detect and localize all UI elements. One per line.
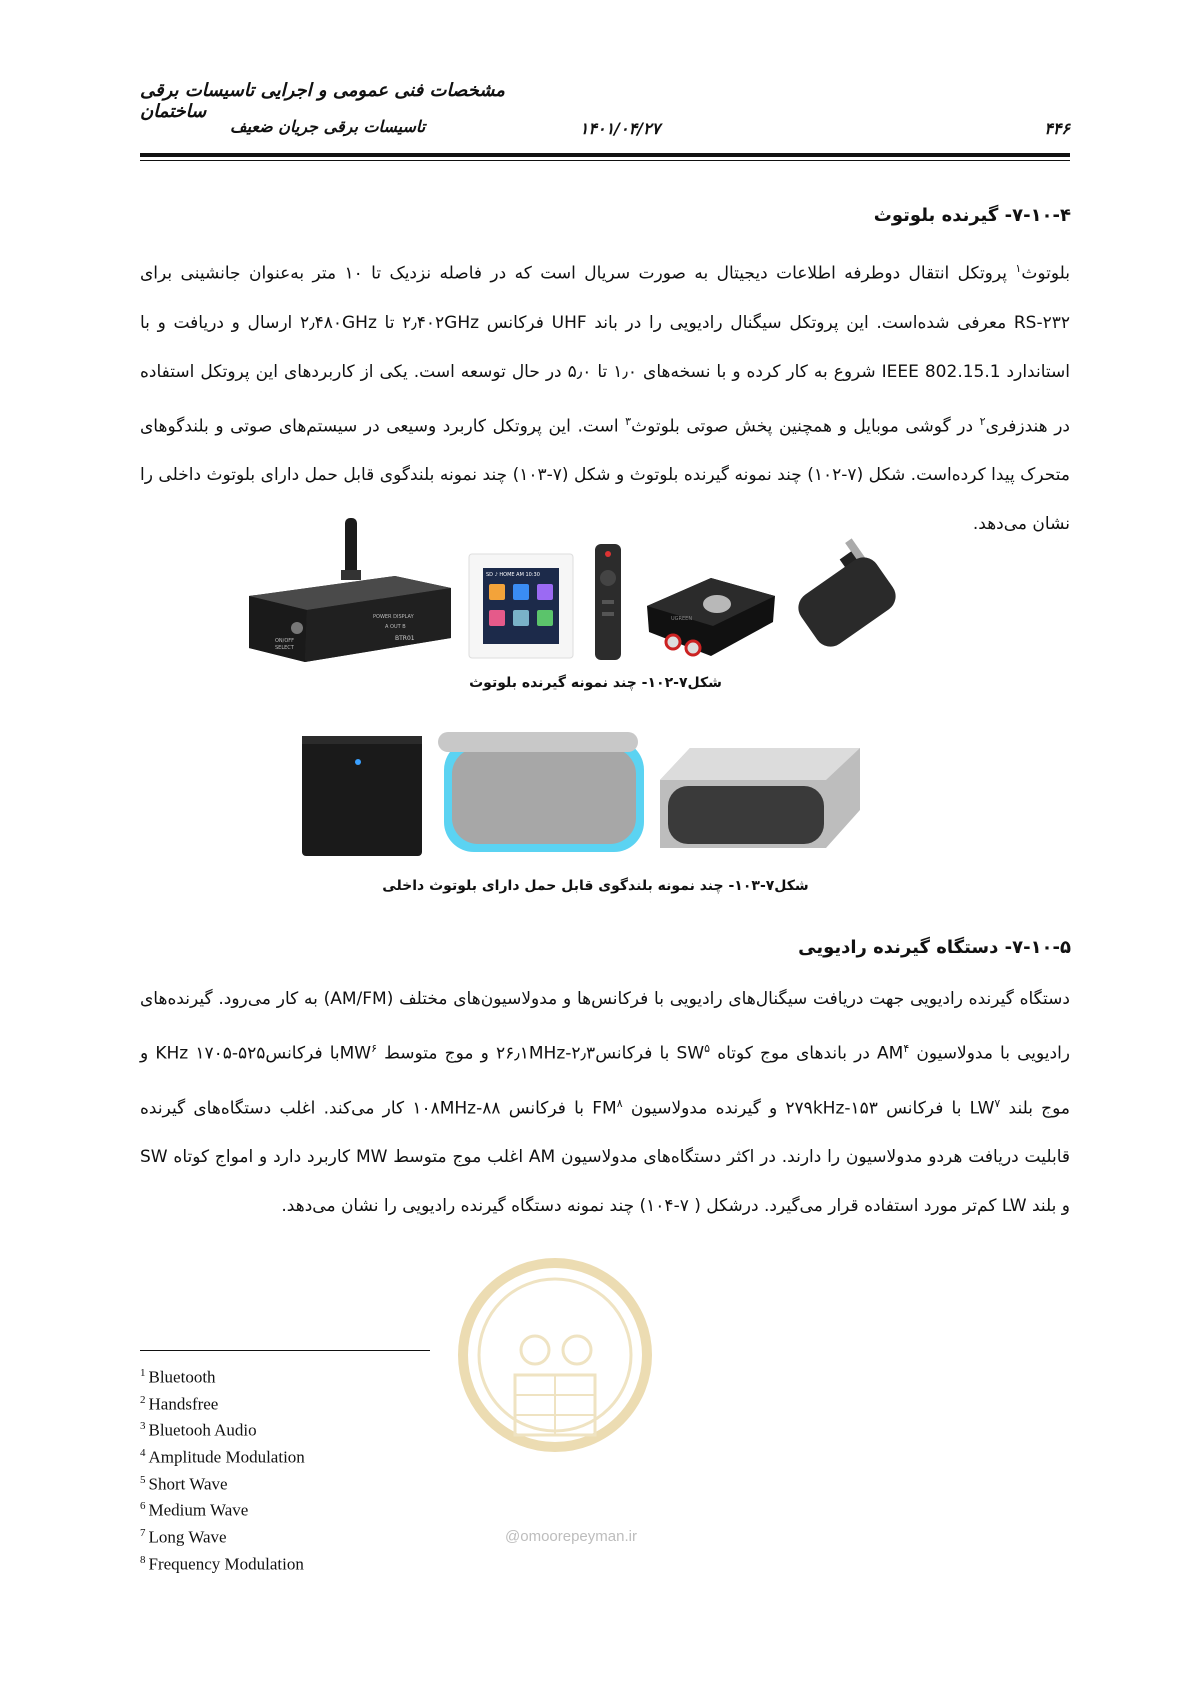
footnote-item: $^3$ Bluetooh Audio	[140, 1420, 257, 1440]
header-rule-thick	[140, 153, 1070, 157]
footnote-item: $^2$ Handsfree	[140, 1393, 219, 1414]
amp-model-label: BTR01	[395, 635, 415, 642]
radio-paragraph: دستگاه گیرنده رادیویی جهت دریافت سیگنال‌های رادیویی با فرکانس‌ها و مدولاسیون‌های مختلف (AM/FM) به کار می‌رود. گیرنده‌های رادیویی با مدولاسیون $AM^۴$ در باندهای موج کوتاه $SW^۵$ با فرکانس۲٫۳-۲۶٫۱MHz و موج متوسط $MW^۶با$ فرکانس۵۲۵-۱۷۰۵ KHz و موج بلند $LW^۷$ با فرکانس ۱۵۳-۲۷۹kHz و گیرنده مدولاسیون $FM^۸$ با فرکانس ۸۸-۱۰۸MHz کار می‌کند. اغلب دستگاه‌های گیرنده قابلیت دریافت هردو مدولاسیون را دارند. در اکثر دستگاه‌های مدولاسیون AM اغلب موج متوسط MW کاربرد دارد و امواج کوتاه SW و بلند LW کم‌تر مورد استفاده قرار می‌گیرد. درشکل ( ۷-۱۰۴) چند نمونه دستگاه گیرنده رادیویی را نشان می‌دهد.	[140, 989, 1071, 1217]
footnote-marker: ۴	[903, 1042, 910, 1055]
footnote-marker: ۸	[616, 1096, 623, 1110]
bluetooth-amplifier-image	[245, 518, 455, 664]
led-ring-speaker-image	[430, 730, 650, 860]
silver-soundbar-speaker-image	[650, 740, 870, 860]
footnote-item: $^7$ Long Wave	[140, 1526, 227, 1547]
amp-power-display-label: POWER DISPLAY	[373, 614, 414, 620]
footnote-item: $^8$ Frequency Modulation	[140, 1553, 304, 1574]
bluetooth-puck-receiver-image	[641, 544, 781, 664]
amp-select-label: SELECT	[275, 645, 294, 651]
section-title: تاسیسات برقی جریان ضعیف	[230, 117, 426, 136]
header-rule-thin	[140, 160, 1070, 161]
footnote-marker: ۶	[371, 1042, 378, 1055]
amp-onoff-label: ON/OFF	[275, 638, 295, 644]
bluetooth-aux-receiver-image	[781, 518, 901, 664]
watermark-seal-image	[455, 1255, 655, 1500]
book-title: مشخصات فنی عمومی و اجرایی تاسیسات برقی ساختمان	[140, 80, 505, 122]
footnote-item: $^1$ Bluetooth	[140, 1367, 216, 1387]
figure-102-caption: شکل۷-۱۰۲- چند نمونه گیرنده بلوتوث	[469, 675, 722, 691]
footnote-marker: ۲	[979, 414, 986, 428]
watermark-url: @omoorepeyman.ir	[505, 1528, 637, 1545]
footnote-marker: ۵	[704, 1042, 711, 1055]
footnote-marker: ۳	[625, 414, 632, 428]
panel-status-label: SD ♪ HOME AM 10:30	[486, 572, 540, 578]
black-cube-speaker-image	[300, 732, 430, 860]
bluetooth-paragraph: بلوتوث$^۱$ پروتکل انتقال دوطرفه اطلاعات دیجیتال به صورت سریال است که در فاصله نزدیک تا ۱۰ متر به‌عنوان جانشینی برای RS-۲۳۲ معرفی شده‌است. این پروتکل سیگنال رادیویی را در باند UHF فرکانس ۲٫۴۰۲GHz تا ۲٫۴۸۰GHz ارسال و دریافت و با استاندارد IEEE 802.15.1 شروع به کار کرده و با نسخه‌های ۱٫۰ تا ۵٫۰ در حال توسعه است. یکی از کاربردهای این پروتکل استفاده در هندزفری$^۲$ در گوشی موبایل و همچنین پخش صوتی بلوتوث$^۳$ است. این پروتکل کاربرد وسیعی در سیستم‌های صوتی و بلندگوهای متحرک پیدا کرده‌است. شکل (۷-۱۰۲) چند نمونه گیرنده بلوتوث و شکل (۷-۱۰۳) چند نمونه بلندگوی قابل حمل دارای بلوتوث داخلی را نشان می‌دهد.	[140, 262, 1070, 535]
footnote-item: $^5$ Short Wave	[140, 1473, 228, 1494]
bluetooth-heading: ۷-۱۰-۴- گیرنده بلوتوث	[873, 205, 1071, 226]
remote-control-image	[587, 534, 627, 664]
footnote-rule	[140, 1350, 430, 1351]
footnote-item: $^4$ Amplitude Modulation	[140, 1446, 305, 1467]
footnote-item: $^6$ Medium Wave	[140, 1500, 249, 1520]
footnote-list	[140, 1362, 305, 1575]
footnote-marker: ۷	[994, 1096, 1001, 1110]
puck-brand-label: UGREEN	[671, 616, 693, 622]
figure-103-images	[300, 730, 910, 860]
figure-103-caption: شکل۷-۱۰۳- چند نمونه بلندگوی قابل حمل دارای بلوتوث داخلی	[382, 878, 809, 894]
header-date: ۱۴۰۱/۰۴/۲۷	[579, 119, 661, 138]
footnote-marker: ۱	[1015, 262, 1022, 275]
figure-102-images	[245, 518, 980, 664]
amp-aout-label: A OUT B	[385, 624, 406, 630]
wall-panel-image	[467, 544, 587, 664]
radio-heading: ۷-۱۰-۵- دستگاه گیرنده رادیویی	[798, 937, 1071, 958]
page-number: ۴۴۶	[1044, 119, 1070, 138]
